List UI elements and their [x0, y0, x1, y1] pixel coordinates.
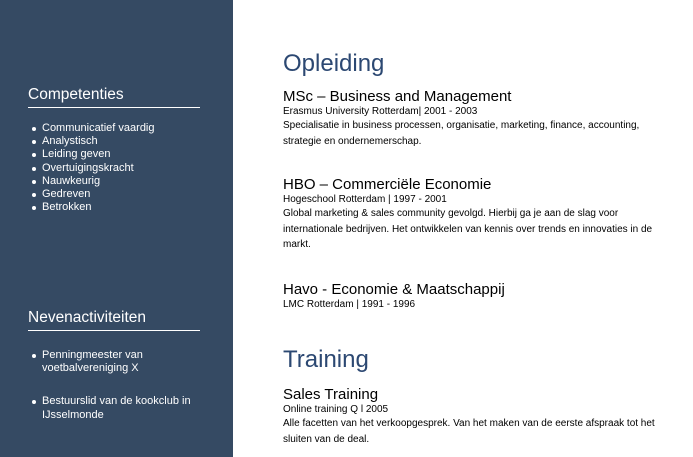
entry-subtitle: Erasmus University Rotterdam| 2001 - 2003	[283, 106, 478, 117]
education-entry	[283, 88, 663, 149]
main-content	[283, 0, 683, 457]
skills-list	[28, 122, 228, 214]
education-entry	[283, 176, 663, 253]
activities-heading: Nevenactiviteiten	[28, 309, 200, 331]
list-item: Overtuigingskracht	[28, 162, 228, 175]
entry-title: Havo - Economie & Maatschappij	[283, 281, 505, 298]
activities-list	[28, 349, 198, 442]
list-item: Nauwkeurig	[28, 175, 228, 188]
list-item: Penningmeester van voetbalvereniging X	[28, 349, 198, 375]
entry-subtitle: LMC Rotterdam | 1991 - 1996	[283, 299, 416, 310]
entry-subtitle: Online training Q l 2005	[283, 404, 389, 415]
list-item: Communicatief vaardig	[28, 122, 228, 135]
training-entry	[283, 386, 663, 447]
list-item: Leiding geven	[28, 148, 228, 161]
entry-description: Alle facetten van het verkoopgesprek. Van het maken van de eerste afspraak tot het sluiten van de deal.	[283, 418, 655, 445]
list-item: Gedreven	[28, 188, 228, 201]
education-heading: Opleiding	[283, 50, 385, 77]
list-item: Analystisch	[28, 135, 228, 148]
education-entry	[283, 281, 663, 311]
entry-title: HBO – Commerciële Economie	[283, 176, 492, 193]
training-heading: Training	[283, 346, 369, 373]
sidebar	[0, 0, 233, 457]
list-item: Betrokken	[28, 201, 228, 214]
entry-description: Specialisatie in business processen, organisatie, marketing, finance, accounting, strategie en ondernemerschap.	[283, 120, 640, 147]
list-item: Bestuurslid van de kookclub in IJsselmonde	[28, 395, 198, 421]
entry-description: Global marketing & sales community gevolgd. Hierbij ga je aan de slag voor internationale bedrijven. Het ontwikkelen van kennis over trends en innovaties in de markt.	[283, 208, 653, 250]
entry-title: MSc – Business and Management	[283, 88, 512, 105]
entry-subtitle: Hogeschool Rotterdam | 1997 - 2001	[283, 194, 447, 205]
entry-title: Sales Training	[283, 386, 379, 403]
skills-heading: Competenties	[28, 86, 200, 108]
